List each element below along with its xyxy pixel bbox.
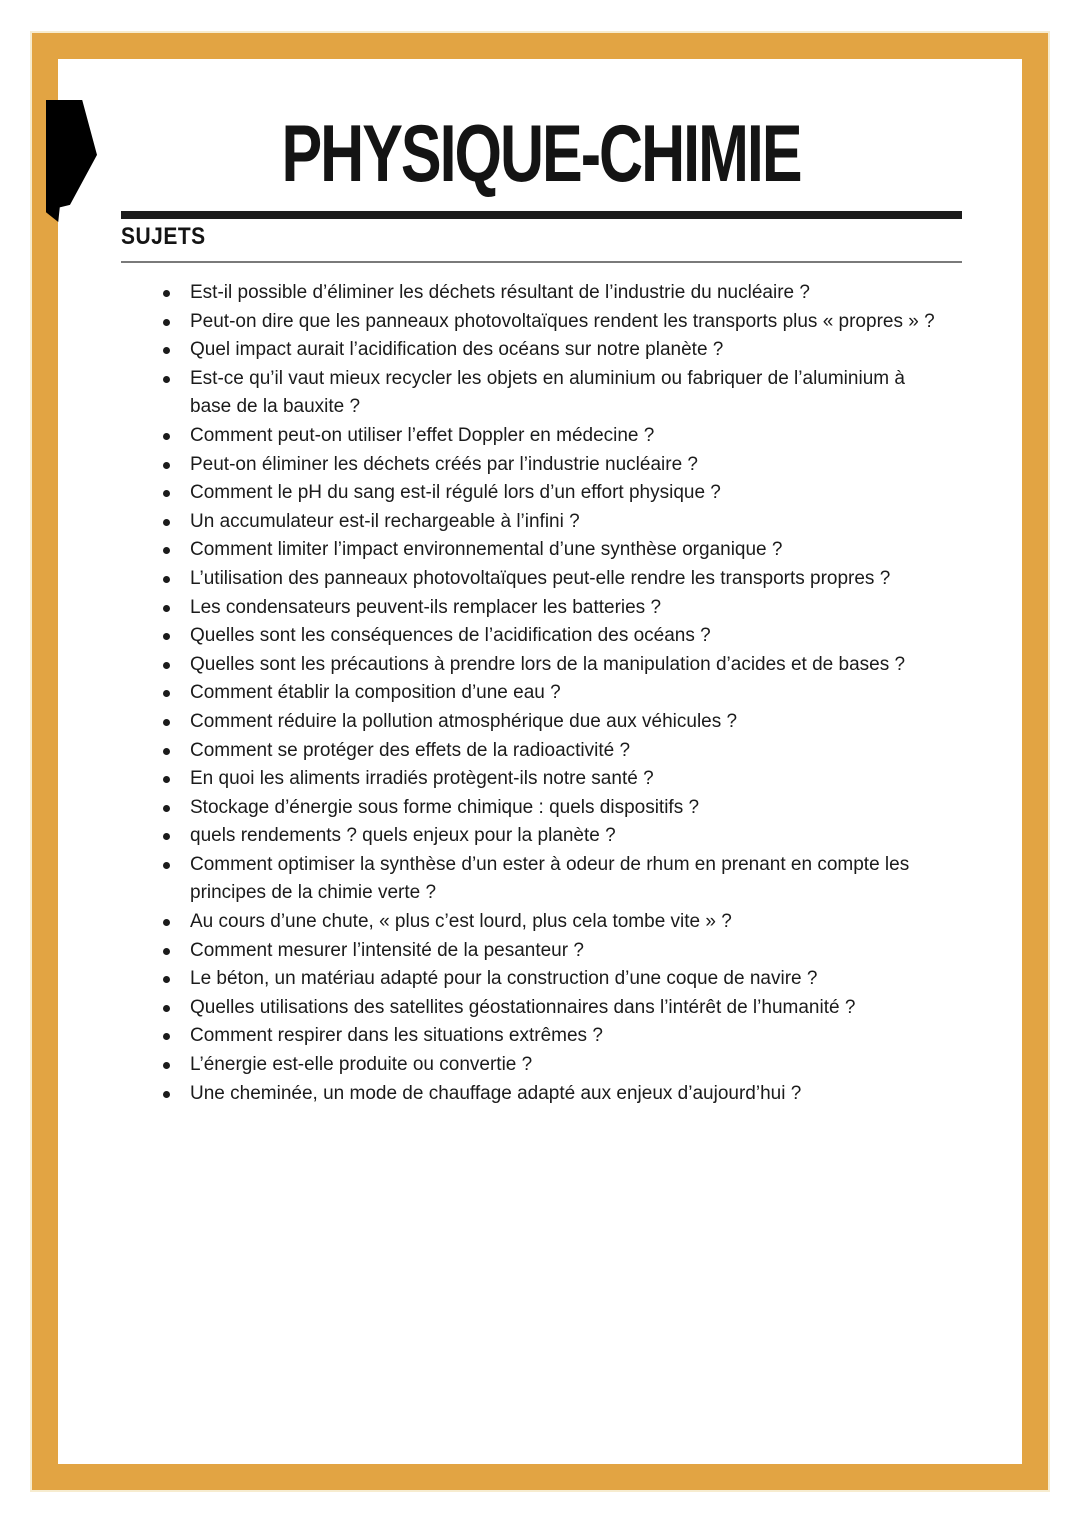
- subject-item: [160, 1051, 940, 1080]
- section-divider-rule: [121, 261, 962, 263]
- subjects-section: [160, 279, 960, 1108]
- subject-text: Quelles sont les précautions à prendre lors de la manipulation d’acides et de bases ?: [190, 653, 906, 675]
- subject-item: [160, 536, 940, 565]
- bullet-dot-icon: [163, 290, 170, 297]
- subject-text: Comment réduire la pollution atmosphérique due aux véhicules ?: [190, 710, 738, 732]
- bullet-dot-icon: [163, 976, 170, 983]
- subject-text: Comment optimiser la synthèse d’un ester à odeur de rhum en prenant en compte les principes de la chimie verte ?: [190, 853, 910, 904]
- subject-item: [160, 708, 940, 737]
- subject-item: [160, 965, 940, 994]
- bullet-dot-icon: [163, 433, 170, 440]
- bullet-dot-icon: [163, 376, 170, 383]
- subject-item: [160, 765, 940, 794]
- bullet-dot-icon: [163, 490, 170, 497]
- subject-item: [160, 908, 940, 937]
- subject-item: [160, 822, 940, 851]
- subject-text: Comment respirer dans les situations extrêmes ?: [190, 1025, 603, 1047]
- subject-item: [160, 279, 940, 308]
- subject-item: [160, 479, 940, 508]
- subjects-list: [160, 279, 940, 1108]
- subject-text: Un accumulateur est-il rechargeable à l’infini ?: [190, 510, 580, 532]
- subject-text: Au cours d’une chute, « plus c’est lourd, plus cela tombe vite » ?: [190, 911, 732, 933]
- bullet-dot-icon: [163, 805, 170, 812]
- bullet-dot-icon: [163, 1091, 170, 1098]
- bullet-dot-icon: [163, 748, 170, 755]
- subject-text: Stockage d’énergie sous forme chimique : quels dispositifs ?: [190, 796, 700, 818]
- subject-item: [160, 679, 940, 708]
- subject-text: Comment se protéger des effets de la radioactivité ?: [190, 739, 631, 761]
- bullet-dot-icon: [163, 690, 170, 697]
- subject-text: Les condensateurs peuvent-ils remplacer les batteries ?: [190, 596, 662, 618]
- subject-text: Peut-on dire que les panneaux photovoltaïques rendent les transports plus « propres » ?: [190, 310, 935, 332]
- subject-text: L’utilisation des panneaux photovoltaïques peut-elle rendre les transports propres ?: [190, 567, 891, 589]
- bullet-dot-icon: [163, 1033, 170, 1040]
- bullet-dot-icon: [163, 605, 170, 612]
- bullet-dot-icon: [163, 1005, 170, 1012]
- subject-text: Est-ce qu’il vaut mieux recycler les objets en aluminium ou fabriquer de l’aluminium à base de la bauxite ?: [190, 367, 905, 418]
- subject-text: Une cheminée, un mode de chauffage adapté aux enjeux d’aujourd’hui ?: [190, 1082, 802, 1104]
- subject-item: [160, 508, 940, 537]
- subject-item: [160, 565, 940, 594]
- bullet-dot-icon: [163, 776, 170, 783]
- bullet-dot-icon: [163, 347, 170, 354]
- bullet-dot-icon: [163, 662, 170, 669]
- subject-item: [160, 794, 940, 823]
- subject-item: [160, 1022, 940, 1051]
- subject-item: [160, 1080, 940, 1109]
- title-divider-rule: [121, 211, 962, 219]
- subject-text: Comment établir la composition d’une eau ?: [190, 682, 561, 704]
- subject-text: En quoi les aliments irradiés protègent-ils notre santé ?: [190, 768, 654, 790]
- subject-text: Quelles sont les conséquences de l’acidification des océans ?: [190, 625, 711, 647]
- bullet-dot-icon: [163, 919, 170, 926]
- subject-text: quels rendements ? quels enjeux pour la planète ?: [190, 825, 616, 847]
- subject-item: [160, 422, 940, 451]
- subject-item: [160, 594, 940, 623]
- subject-item: [160, 451, 940, 480]
- subject-item: [160, 994, 940, 1023]
- section-heading-sujets: SUJETS: [121, 223, 206, 250]
- title-area: [120, 96, 962, 198]
- subject-text: Comment limiter l’impact environnemental d’une synthèse organique ?: [190, 539, 783, 561]
- subject-text: Comment le pH du sang est-il régulé lors d’un effort physique ?: [190, 482, 721, 504]
- subject-text: Le béton, un matériau adapté pour la construction d’une coque de navire ?: [190, 968, 818, 990]
- subject-item: [160, 937, 940, 966]
- bullet-dot-icon: [163, 319, 170, 326]
- subject-text: Est-il possible d’éliminer les déchets résultant de l’industrie du nucléaire ?: [190, 282, 810, 303]
- subject-item: [160, 622, 940, 651]
- subject-text: Comment mesurer l’intensité de la pesanteur ?: [190, 939, 584, 961]
- subject-item: [160, 737, 940, 766]
- bullet-dot-icon: [163, 833, 170, 840]
- page-title: PHYSIQUE-CHIMIE: [281, 108, 801, 198]
- bullet-dot-icon: [163, 462, 170, 469]
- bullet-dot-icon: [163, 719, 170, 726]
- subject-text: Peut-on éliminer les déchets créés par l’industrie nucléaire ?: [190, 453, 698, 475]
- bullet-dot-icon: [163, 948, 170, 955]
- subject-text: Quelles utilisations des satellites géostationnaires dans l’intérêt de l’humanité ?: [190, 996, 856, 1018]
- bullet-dot-icon: [163, 862, 170, 869]
- bullet-dot-icon: [163, 519, 170, 526]
- subject-item: [160, 651, 940, 680]
- subject-text: Comment peut-on utiliser l’effet Doppler en médecine ?: [190, 424, 655, 446]
- subject-text: L’énergie est-elle produite ou convertie ?: [190, 1054, 533, 1076]
- bullet-dot-icon: [163, 576, 170, 583]
- subject-item: [160, 308, 940, 337]
- subject-item: [160, 851, 940, 908]
- subject-item: [160, 365, 940, 422]
- bullet-dot-icon: [163, 547, 170, 554]
- bullet-dot-icon: [163, 1062, 170, 1069]
- bullet-dot-icon: [163, 633, 170, 640]
- subject-item: [160, 336, 940, 365]
- subject-text: Quel impact aurait l’acidification des océans sur notre planète ?: [190, 339, 724, 361]
